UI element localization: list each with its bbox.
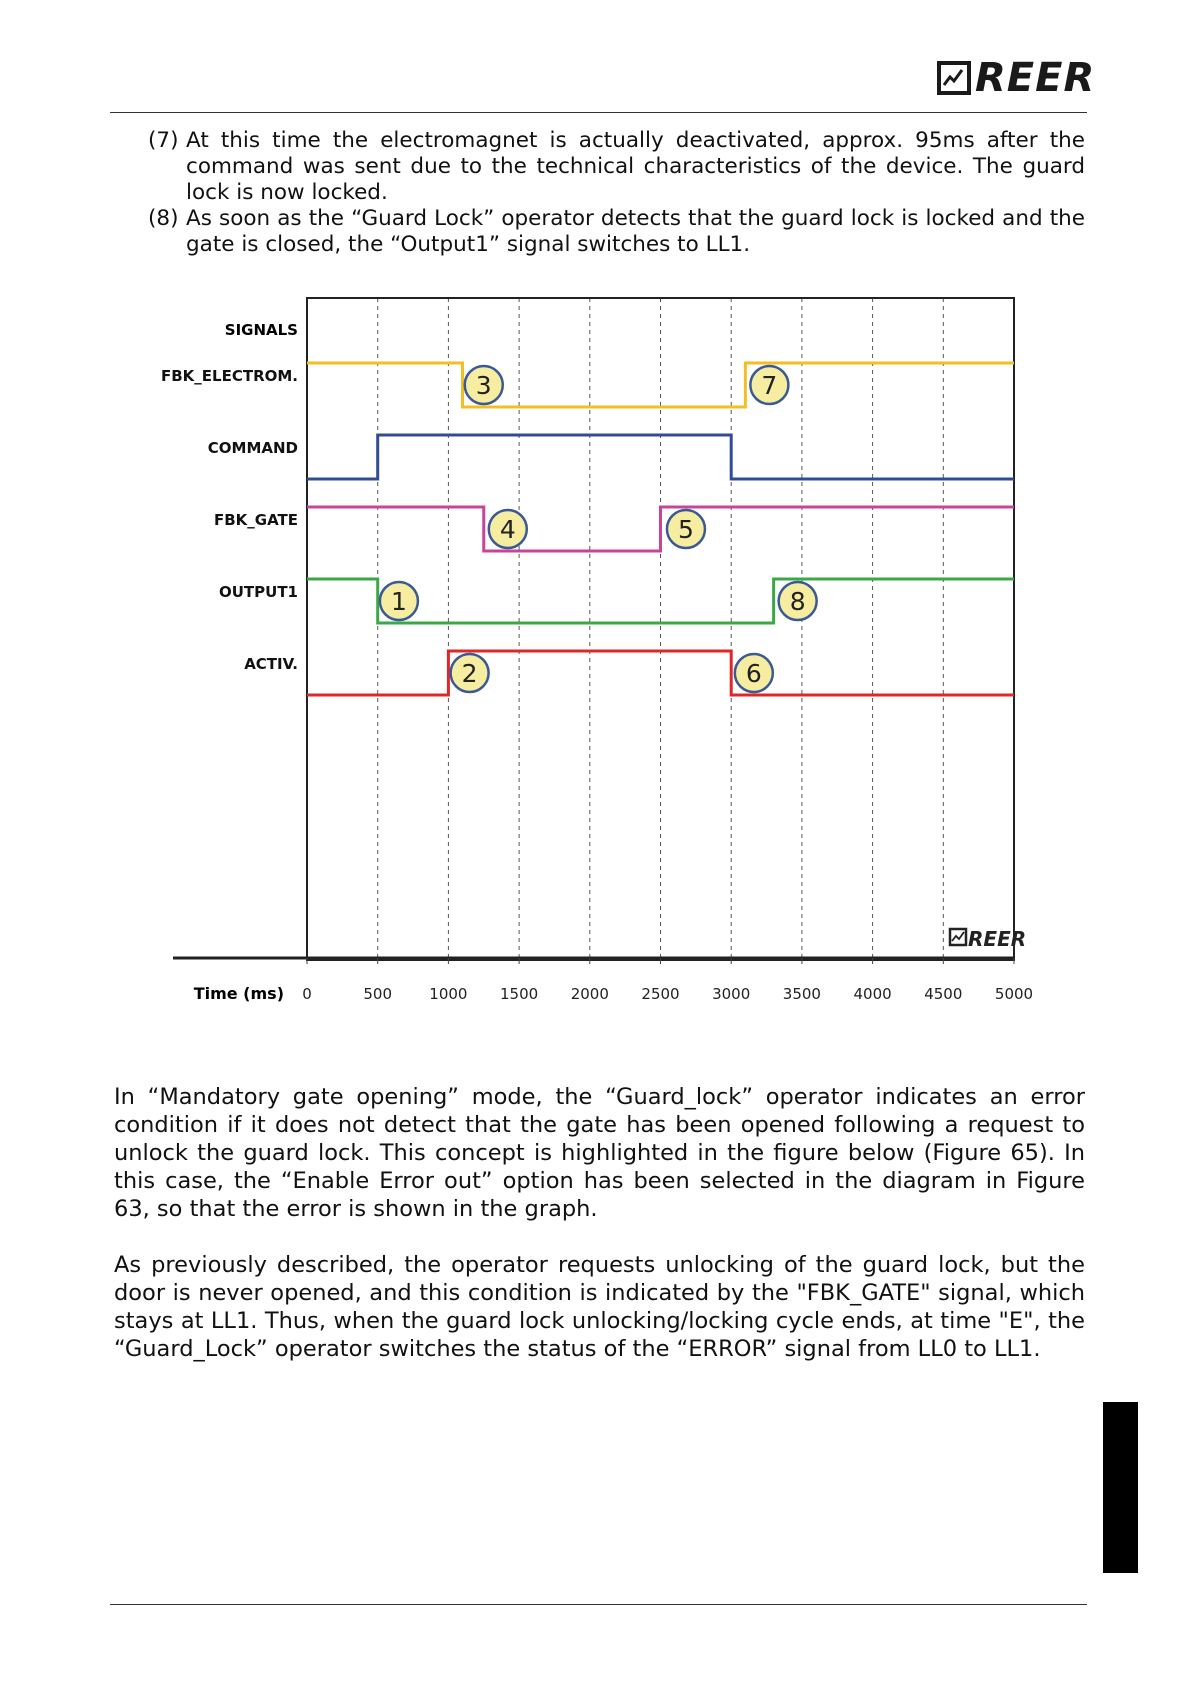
event-marker xyxy=(779,582,817,620)
chapter-tab xyxy=(1103,1402,1138,1573)
x-tick-label: 1500 xyxy=(500,985,539,1003)
event-marker xyxy=(489,510,527,548)
time-axis-label: Time (ms) xyxy=(193,984,284,1003)
event-marker xyxy=(451,654,489,692)
event-marker xyxy=(465,366,503,404)
event-marker-label: 7 xyxy=(761,371,778,400)
signal-trace xyxy=(307,363,1014,407)
tick-labels xyxy=(302,958,1033,1003)
step-number: (7) xyxy=(148,128,179,153)
event-marker xyxy=(380,582,418,620)
signal-trace xyxy=(307,435,1014,479)
signal-label: OUTPUT1 xyxy=(218,583,298,601)
x-tick-label: 3500 xyxy=(782,985,821,1003)
x-tick-label: 4000 xyxy=(853,985,892,1003)
event-marker-label: 4 xyxy=(499,515,516,544)
event-marker-label: 8 xyxy=(789,587,806,616)
brand-name: REER xyxy=(975,55,1096,101)
x-tick-label: 2000 xyxy=(570,985,609,1003)
step-text: As soon as the “Guard Lock” operator detects that the guard lock is locked and the gate is closed, the “Output1” signal switches to LL1. xyxy=(186,206,1085,257)
event-marker xyxy=(750,366,788,404)
signal-labels xyxy=(161,367,298,673)
watermark-text: REER xyxy=(968,927,1027,951)
signal-trace xyxy=(307,651,1014,695)
event-marker-label: 3 xyxy=(475,371,492,400)
x-tick-label: 1000 xyxy=(429,985,468,1003)
event-marker xyxy=(735,654,773,692)
footer-rule xyxy=(110,1604,1087,1605)
event-markers xyxy=(380,366,817,692)
step-number: (8) xyxy=(148,206,179,231)
signal-label: COMMAND xyxy=(207,439,298,457)
paragraph: In “Mandatory gate opening” mode, the “Guard_lock” operator indicates an error condition if it does not detect that the gate has been opened following a request to unlock the guard lock. This concept is highlighted in the figure below (Figure 65). In this case, the “Enable Error out” option has been selected in the diagram in Figure 63, so that the error is shown in the graph. xyxy=(114,1084,1085,1222)
event-marker-label: 6 xyxy=(745,659,762,688)
x-tick-label: 2500 xyxy=(641,985,680,1003)
event-marker-label: 2 xyxy=(461,659,478,688)
chart-watermark-logo xyxy=(950,927,1026,951)
event-marker-label: 5 xyxy=(677,515,694,544)
event-marker xyxy=(667,510,705,548)
body-text xyxy=(114,1083,1085,1391)
signal-trace xyxy=(307,507,1014,551)
x-tick-label: 5000 xyxy=(994,985,1034,1003)
x-tick-label: 4500 xyxy=(924,985,963,1003)
x-tick-label: 500 xyxy=(363,985,393,1003)
signal-label: FBK_ELECTROM. xyxy=(160,367,298,385)
step-text: At this time the electromagnet is actually deactivated, approx. 95ms after the command was sent due to the technical characteristics of the device. The guard lock is now locked. xyxy=(186,128,1085,205)
x-tick-label: 0 xyxy=(302,985,312,1003)
event-marker-label: 1 xyxy=(390,587,407,616)
paragraph: As previously described, the operator requests unlocking of the guard lock, but the door is never opened, and this condition is indicated by the "FBK_GATE" signal, which stays at LL1. Thus, when the guard lock unlocking/locking cycle ends, at time "E", the “Guard_Lock” operator switches the status of the “ERROR” signal from LL0 to LL1. xyxy=(114,1252,1085,1362)
signals-header: SIGNALS xyxy=(224,321,298,339)
signal-label: FBK_GATE xyxy=(213,511,298,529)
x-tick-label: 3000 xyxy=(712,985,751,1003)
signal-label: ACTIV. xyxy=(244,655,298,673)
